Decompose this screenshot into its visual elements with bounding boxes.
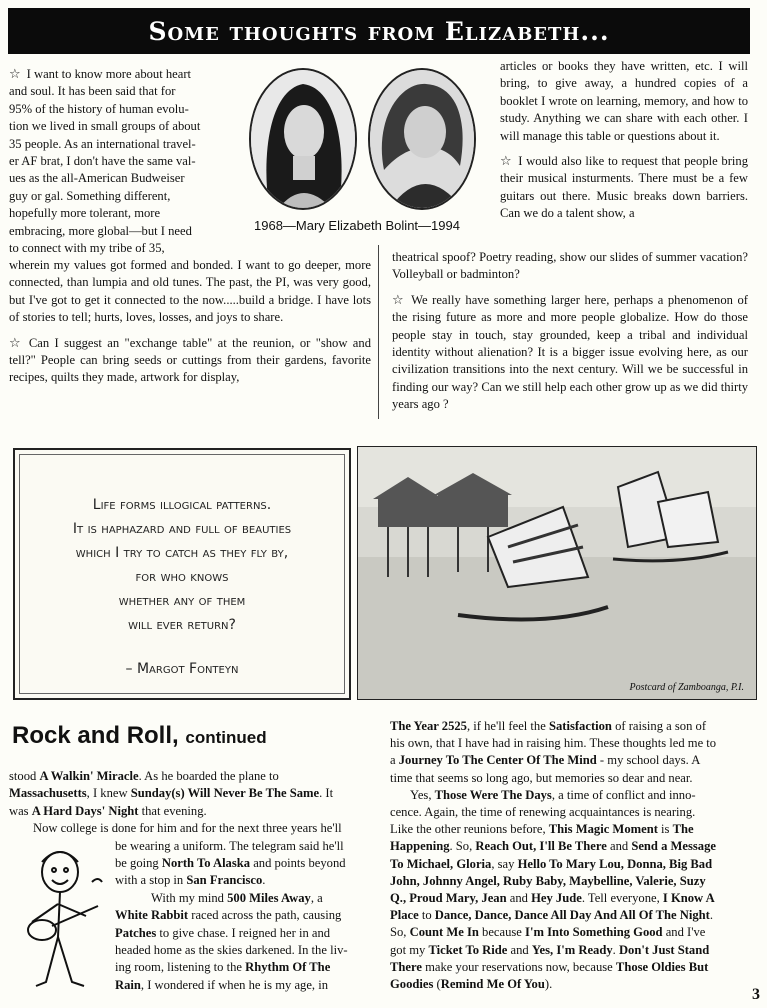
song-title: White Rabbit [115,908,189,923]
rock-text: was [9,803,32,818]
rock-text: So, [390,925,410,940]
quote-line: whether any of them [118,593,246,609]
song-title: A Walkin' Miracle [39,769,139,783]
col1-wide [9,257,371,387]
col1-line: guy or gal. Something different, [9,188,171,203]
rock-text: ). [544,977,553,992]
col1-line: er AF brat, I don't have the same val- [9,154,196,169]
song-title: John, Johnny Angel, Ruby Baby, Maybelline, Valerie, Suzy [390,873,706,888]
postcard-photo [357,446,757,700]
song-title: Send a Message [631,839,716,854]
rock-text: to [418,908,435,923]
rock-text: make your reservations now, because [421,959,616,974]
song-title: Place [390,908,419,923]
rock-text: ( [433,977,441,992]
quote-line: Life forms illogical patterns. [92,497,272,513]
rock-text: and [506,891,532,906]
song-title: A Hard Days' Night [31,803,139,818]
col2-paragraph: theatrical spoof? Poetry reading, show our slides of summer vacation? Volleyball or badminton? [392,250,748,282]
song-title: Dance, Dance, Dance All Day And All Of The Night [434,908,710,923]
page-number: 3 [752,986,760,1003]
song-title: I'm Into Something Good [525,925,663,940]
rock-text: and [507,942,532,957]
song-title: 500 Miles Away [227,890,311,905]
rock-text: . As he boarded the plane to [138,769,279,783]
song-title: Ticket To Ride [428,942,508,957]
rock-text: Yes, [410,787,435,802]
rock-text: , I wondered if when he is my age, in [140,977,329,992]
rock-text: . Tell everyone, [581,891,663,906]
col1-line: 35 people. As an international travel- [9,136,196,151]
rock-text: , if he'll feel the [466,719,549,733]
song-title: Sunday(s) Will Never Be The Same [130,786,320,801]
col1-line: and soul. It has been said that for [9,84,176,99]
song-title: Those Were The Days [434,787,552,802]
portrait-1994 [368,68,476,210]
col2-paragraph: We really have something larger here, perhaps a phenomenon of the rising future as more and more people globalize. How do those people stay in touch, stay grounded, keep a tribal and individual identity without alienation? It is a bigger issue evolving here, as our civilization transitions into the next century. Will we be successful in finding our way? Can we still help each other grow up as we did thirty years ago ? [392,292,748,412]
song-title: Rain [115,977,141,992]
rock-text: of raising a son of [611,719,707,733]
song-title: The [672,822,694,837]
portrait-1968 [249,68,357,210]
rock-text: Now college is done for him and for the next three years he'll [33,821,342,836]
rock-text: With my mind [151,890,228,905]
rock-text: and [606,839,632,854]
rock-text: cence. Again, the time of renewing acquaintances is nearing. [390,805,696,820]
star-icon: ☆ [9,67,21,82]
rock-text: stood [9,769,40,783]
section-title-text: Rock and Roll, [12,722,179,749]
rock-text: his own, that I have had in raising him. These thoughts led me to [390,736,717,751]
photo-caption: Postcard of Zamboanga, P.I. [629,682,744,693]
song-title: Count Me In [409,925,479,940]
rock-text: , a [310,890,323,905]
song-title: Massachusetts [9,786,87,801]
song-title: Hey Jude [531,891,582,906]
quote-line: will ever return? [128,617,236,633]
song-title: Those Oldies But [615,959,709,974]
section-title [12,722,267,750]
rock-text: be wearing a uniform. The telegram said he'll [115,838,344,853]
rock-text: is [657,822,673,837]
quote-text [19,454,345,694]
section-title-continued: continued [185,728,267,747]
rock-text: a [390,753,399,768]
song-title: This Magic Moment [548,822,658,837]
rock-text: be going [115,856,162,871]
rock-text: . [262,873,266,888]
rock-text: headed home as the skies darkened. In the liv- [115,943,348,958]
rock-text: with a stop in [115,873,187,888]
quote-line: for who knows [135,569,229,585]
rock-text: . [709,908,714,923]
song-title: North To Alaska [161,856,251,871]
col1-line: hopefully more tolerant, more [9,206,161,221]
col2-mid [392,249,748,414]
col1-line: tion we lived in small groups of about [9,119,201,134]
quote-author: – Margot Fonteyn [125,661,239,677]
rock-text: raced across the path, causing [188,908,342,923]
song-title: Reach Out, I'll Be There [475,839,607,854]
col1-line: I want to know more about heart [26,67,192,81]
song-title: I Know A [662,891,715,906]
song-title: Journey To The Center Of The Mind [398,753,597,768]
rock-text: that evening. [138,803,207,818]
song-title: To Michael, Gloria [390,856,492,871]
quote-line: which I try to catch as they fly by, [75,545,289,561]
col2-top [500,58,748,223]
rock-text: - my school days. A [596,753,701,768]
rock-text: got my [390,942,429,957]
song-title: Patches [115,925,157,940]
song-title: Don't Just Stand [618,942,710,957]
song-title: There [390,959,422,974]
quote-box [13,448,351,700]
rock-text: , I knew [86,786,131,801]
rock-text: . So, [449,839,476,854]
rock-text: and points beyond [250,856,346,871]
song-title: The Year 2525 [390,719,467,733]
song-title: Hello To Mary Lou, Donna, Big Bad [517,856,713,871]
col2-paragraph: articles or books they have written, etc. I will bring, to give away, a hundred copies of a booklet I wrote on learning, memory, and how to study. Anything we can share with each other. I will manage this table or questions about it. [500,59,748,143]
star-icon: ☆ [500,154,513,170]
column-divider [378,245,379,419]
col1-line: ues as the all-American Budweiser [9,171,185,186]
guitarist-cartoon [12,842,108,992]
song-title: Remind Me Of You [440,977,545,992]
rock-text: because [478,925,526,940]
song-title: Rhythm Of The [245,960,331,975]
col1-paragraph: wherein my values got formed and bonded. I want to go deeper, more connected, than lumpia and old tunes. The past, the PI, was very good, but I've got to get it connected to the now.....build a bridge. I have lots of stories to tell; hurts, loves, losses, and joys to share. [9,258,371,325]
song-title: San Francisco [186,873,263,888]
song-title: Goodies [390,977,434,992]
quote-line: It is haphazard and full of beauties [72,521,292,537]
rock-text: , a time of conflict and inno- [551,787,696,802]
song-title: Yes, I'm Ready [531,942,613,957]
rock-text: time that seems so long ago, but memories so dear and near. [390,770,693,785]
star-icon: ☆ [392,292,406,308]
rock-right-col [390,718,750,993]
song-title: Satisfaction [548,719,612,733]
portrait-caption: 1968—Mary Elizabeth Bolint—1994 [254,218,460,233]
col1-paragraph: Can I suggest an "exchange table" at the reunion, or "show and tell?" People can bring seeds or cuttings from their gardens, favorite recipes, quilts they made, artwork for display, [9,335,371,385]
page-title: Some thoughts from Elizabeth... [148,16,610,46]
col2-paragraph: I would also like to request that people bring their musical insturments. There must be a few guitars out there. Music breaks down barriers. Can we do a talent show, a [500,154,748,221]
rock-text: to give chase. I reigned her in and [156,925,331,940]
rock-text: Like the other reunions before, [390,822,549,837]
col1-narrow [9,66,245,257]
page-title-banner [8,8,750,54]
song-title: Q., Proud Mary, Jean [390,891,507,906]
col1-line: to connect with my tribe of 35, [9,241,165,256]
rock-text: , say [491,856,518,871]
rock-text: ing room, listening to the [115,960,246,975]
star-icon: ☆ [9,335,23,351]
col1-line: embracing, more global—but I need [9,223,192,238]
col1-line: 95% of the history of human evolu- [9,101,189,116]
rock-text: . It [319,786,334,801]
rock-text: and I've [662,925,706,940]
rock-text: . [612,942,619,957]
song-title: Happening [390,839,450,854]
